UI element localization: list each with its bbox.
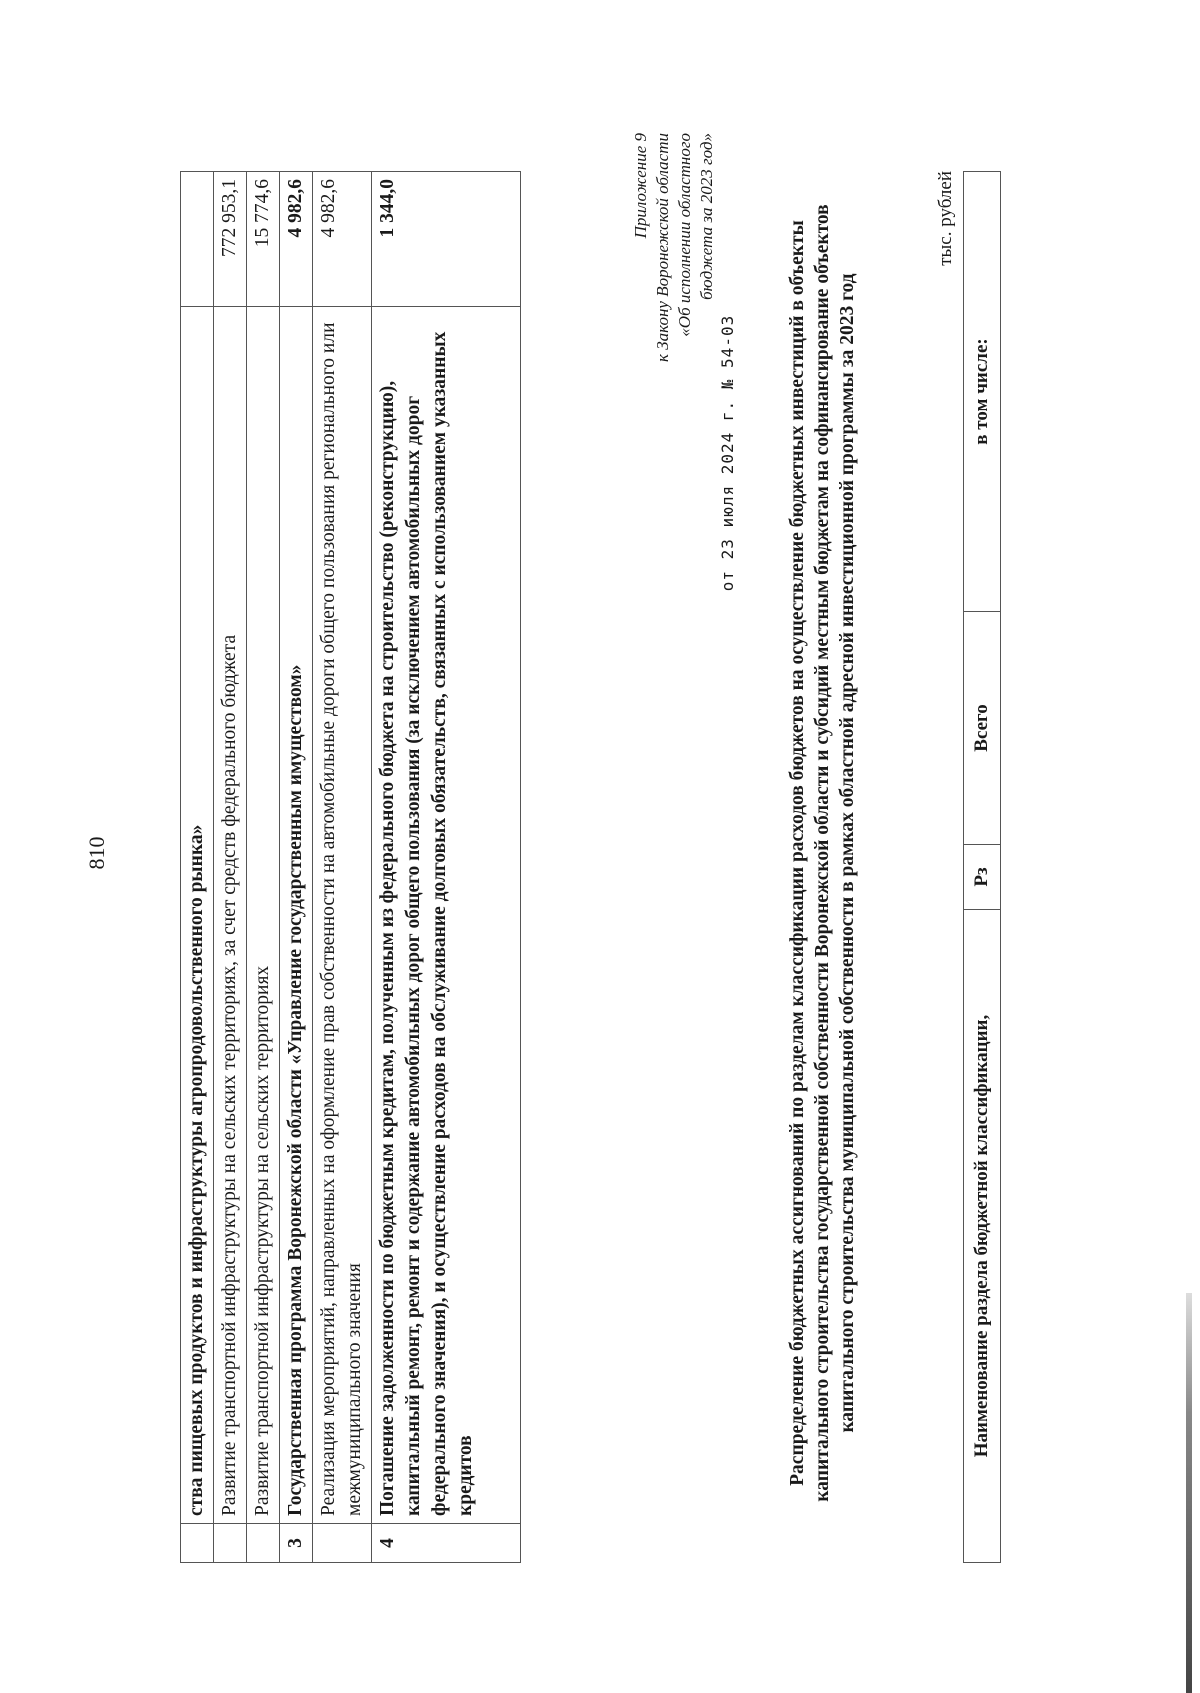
units-label: тыс. рублей xyxy=(935,171,956,266)
row-value: 15 774,6 xyxy=(247,172,280,307)
table-row xyxy=(214,172,247,1563)
row-number xyxy=(181,1524,214,1563)
appendix-law-title-cont: бюджета за 2023 год» xyxy=(697,133,716,300)
table-row xyxy=(313,172,372,1563)
row-number xyxy=(313,1524,372,1563)
table-header-row xyxy=(964,172,1001,1563)
row-number xyxy=(214,1524,247,1563)
table-row xyxy=(181,172,214,1563)
column-header-name: Наименование раздела бюджетной классификации, xyxy=(964,910,1001,1563)
row-text: Государственная программа Воронежской области «Управление государственным имуществом» xyxy=(280,307,313,1524)
row-text: Развитие транспортной инфраструктуры на сельских территориях xyxy=(247,307,280,1524)
page-number: 810 xyxy=(84,836,109,870)
column-header-rz: Рз xyxy=(964,845,1001,910)
appendix-law-title: «Об исполнении областного xyxy=(675,133,694,337)
row-value xyxy=(181,172,214,307)
appropriations-table-header xyxy=(963,171,1001,1563)
table-row xyxy=(280,172,313,1563)
row-text: Развитие транспортной инфраструктуры на сельских территориях, за счет средств федерального бюджета xyxy=(214,307,247,1524)
row-number xyxy=(247,1524,280,1563)
column-header-including: в том числе: xyxy=(964,172,1001,612)
row-value: 772 953,1 xyxy=(214,172,247,307)
row-text: ства пищевых продуктов и инфраструктуры агропродовольственного рынка» xyxy=(181,307,214,1524)
row-text: Погашение задолженности по бюджетным кредитам, полученным из федерального бюджета на строительство (реконструкцию), капитальный ремонт, ремонт и содержание автомобильных дорог общего пользования (за исключением автомобильных дорог федерального значения), и осуществление расходов на обслуживание долговых обязательств, связанных с использованием указанных кредитов xyxy=(372,307,521,1524)
continuation-table xyxy=(180,171,521,1563)
column-header-total: Всего xyxy=(964,612,1001,845)
row-text: Реализация мероприятий, направленных на оформление прав собственности на автомобильные дороги общего пользования регионального или межмуниципального значения xyxy=(313,307,372,1524)
table-row xyxy=(247,172,280,1563)
table-row xyxy=(372,172,521,1563)
appendix-law: к Закону Воронежской области xyxy=(653,133,672,362)
appendix-number: Приложение 9 xyxy=(631,133,650,239)
scan-edge-artifact xyxy=(1186,1293,1192,1693)
row-number: 4 xyxy=(372,1524,521,1563)
appendix-header xyxy=(630,133,718,693)
document-title: Распределение бюджетных ассигнований по разделам классификации расходов бюджетов на осуществление бюджетных инвестиций в объекты капитального строительства государственной собственности Воронежской области и субсидий местным бюджетам на софинансирование объектов капитального строительства муниципальной собственности в рамках областной адресной инвестиционной программы за 2023 год xyxy=(787,204,858,1502)
row-value: 4 982,6 xyxy=(313,172,372,307)
law-date-stamp: от 23 июля 2024 г. № 54-03 xyxy=(718,314,737,592)
row-value: 1 344,0 xyxy=(372,172,521,307)
row-number: 3 xyxy=(280,1524,313,1563)
row-value: 4 982,6 xyxy=(280,172,313,307)
